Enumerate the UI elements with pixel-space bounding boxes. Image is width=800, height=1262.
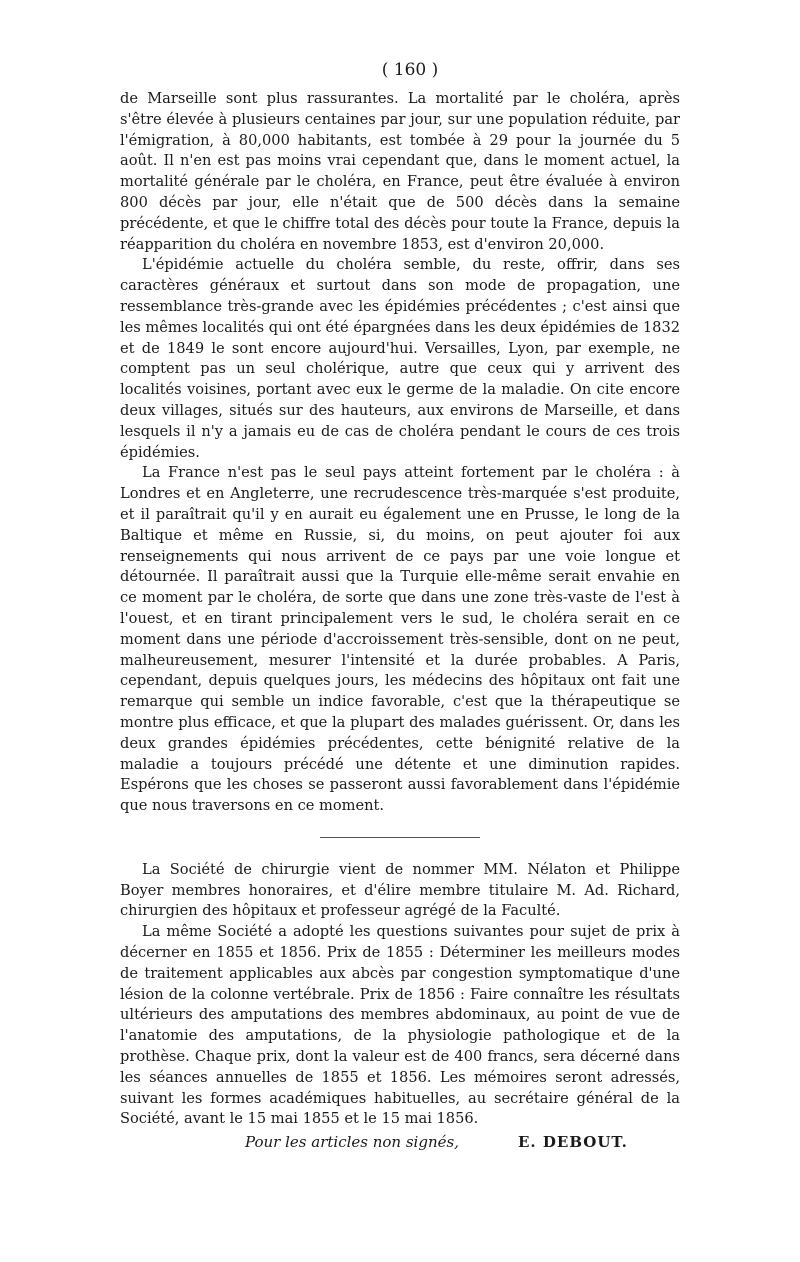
signature-name: E. DEBOUT. [518,1133,628,1151]
signature-label: Pour les articles non signés, [245,1133,459,1151]
paragraph-epidemic-character: L'épidémie actuelle du choléra semble, du reste, offrir, dans ses caractères généraux et surtout dans son mode de propagation, une ressemblance très-grande avec les épidémies précédentes ; c'est ainsi que les mêmes localités qui ont été épargnées dans les deux épidémies de 1832 et de 1849 le sont encore aujourd'hui. Versailles, Lyon, par exemple, ne comptent pas un seul cholérique, autre que ceux qui y arrivent des localités voisines, portant avec eux le germe de la maladie. On cite encore deux villages, situés sur des hauteurs, aux environs de Marseille, et dans lesquels il n'y a jamais eu de cas de choléra pendant le cours de ces trois épidémies. [120,256,681,461]
article-societe-chirurgie [120,860,680,1130]
paragraph-cholera-mortality: de Marseille sont plus rassurantes. La mortalité par le choléra, après s'être élevée à plusieurs centaines par jour, sur une population réduite, par l'émigration, à 80,000 habitants, est tombée à 29 pour la journée du 5 août. Il n'en est pas moins vrai cependant que, dans le moment actuel, la mortalité générale par le choléra, en France, peut être évaluée à environ 800 décès par jour, elle n'était que de 500 décès dans la semaine précédente, et que le chiffre total des décès pour toute la France, depuis la réapparition du choléra en novembre 1853, est d'environ 20,000. [120,90,680,253]
document-page [120,55,681,1151]
paragraph-prizes: La même Société a adopté les questions suivantes pour sujet de prix à décerner en 1855 et 1856. Prix de 1855 : Déterminer les meilleurs modes de traitement applicables aux abcès par congestion symptomatique d'une lésion de la colonne vertébrale. Prix de 1856 : Faire connaître les résultats ultérieurs des amputations des membres abdominaux, au point de vue de l'anatomie des amputations, de la physiologie pathologique et de la prothèse. Chaque prix, dont la valeur est de 400 francs, sera décerné dans les séances annuelles de 1855 et 1856. Les mémoires seront adressés, suivant les formes académiques habituelles, au secrétaire général de la Société, avant le 15 mai 1855 et le 15 mai 1856. [120,923,680,1128]
article-cholera [120,89,680,817]
page-number: ( 160 ) [381,60,439,80]
section-divider [320,837,480,838]
signature-line [120,1133,680,1155]
paragraph-nominations: La Société de chirurgie vient de nommer MM. Nélaton et Philippe Boyer membres honoraires, et d'élire membre titulaire M. Ad. Richard, chirurgien des hôpitaux et professeur agrégé de la Faculté. [120,860,680,920]
paragraph-other-countries: La France n'est pas le seul pays atteint fortement par le choléra : à Londres et en Angleterre, une recrudescence très-marquée s'est produite, et il paraîtrait qu'il y en aurait eu également une en Prusse, le long de la Baltique et même en Russie, si, du moins, on peut ajouter foi aux renseignements qui nous arrivent de ce pays par une voie longue et détournée. Il paraîtrait aussi que la Turquie elle-même serait envahie en ce moment par le choléra, de sorte que dans une zone très-vaste de l'est à l'ouest, et en tirant principalement vers le sud, le choléra serait en ce moment dans une période d'accroissement très-sensible, dont on ne peut, malheureusement, mesurer l'intensité et la durée probables. A Paris, cependant, depuis quelques jours, les médecins des hôpitaux ont fait une remarque qui semble un indice favorable, c'est que la thérapeutique se montre plus efficace, et que la plupart des malades guérissent. Or, dans les deux grandes épidémies précédentes, cette bénignité relative de la maladie a toujours précédé une détente et une diminution rapides. Espérons que les choses se passeront aussi favorablement dans l'épidémie que nous traversons en ce moment. [120,464,680,815]
